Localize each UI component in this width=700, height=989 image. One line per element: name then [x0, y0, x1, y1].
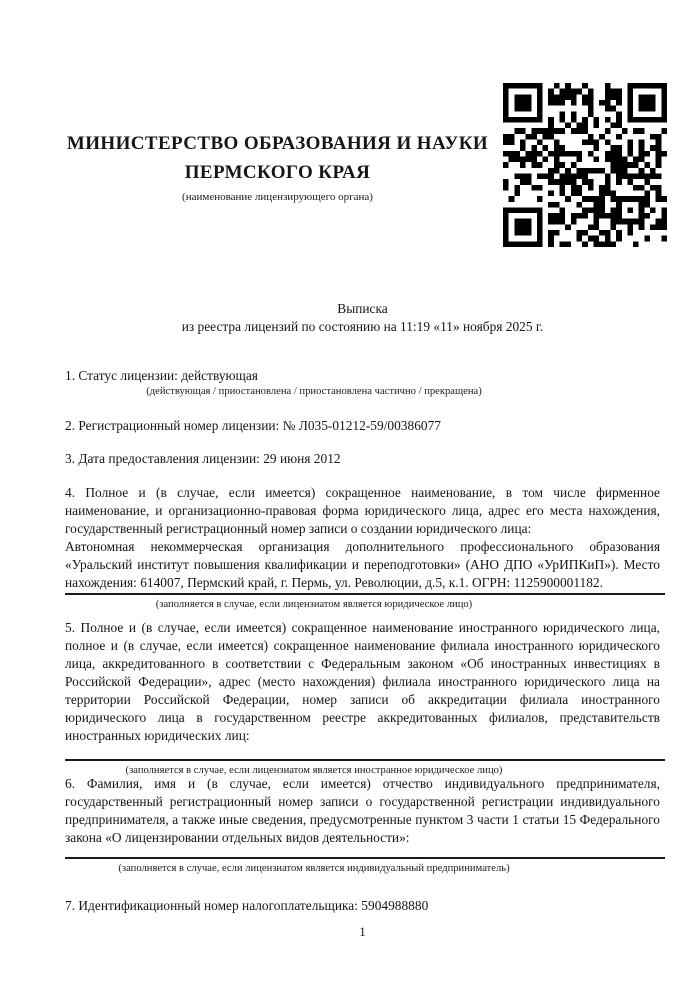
- item-taxpayer-number: [65, 897, 660, 915]
- extract-title-line1: Выписка: [337, 301, 388, 316]
- ministry-caption: (наименование лицензирующего органа): [182, 191, 373, 203]
- item-registration-number: [65, 417, 660, 435]
- taxpayer-number-text: 7. Идентификационный номер налогоплательщика: 5904988880: [65, 898, 429, 913]
- license-status-options-note: (действующая / приостановлена / приостановлена частично / прекращена): [146, 386, 482, 397]
- entrepreneur-label: 6. Фамилия, имя и (в случае, если имеется) отчество индивидуального предпринимателя, государственный регистрационный номер записи о государственной регистрации индивидуального предпринимателя, а также иные сведения, предусмотренные пунктом 3 части 1 статьи 15 Федерального закона «О лицензировании отдельных видов деятельности»:: [65, 776, 660, 845]
- license-status-text: 1. Статус лицензии: действующая: [65, 368, 258, 383]
- grant-date-text: 3. Дата предоставления лицензии: 29 июня 2012: [65, 451, 341, 466]
- legal-entity-note: (заполняется в случае, если лицензиатом является юридическое лицо): [155, 599, 473, 610]
- item-entrepreneur: [65, 775, 660, 875]
- ministry-name-line2: ПЕРМСКОГО КРАЯ: [184, 162, 371, 183]
- item-grant-date: [65, 450, 660, 468]
- item-foreign-entity: [65, 619, 660, 777]
- fill-in-line: [65, 857, 665, 859]
- fill-in-line: [65, 593, 665, 595]
- qr-code: [503, 83, 667, 247]
- registration-number-text: 2. Регистрационный номер лицензии: № Л035-01212-59/00386077: [65, 418, 441, 433]
- page-number: 1: [359, 925, 366, 939]
- fill-in-line: [65, 759, 665, 761]
- foreign-entity-note: (заполняется в случае, если лицензиатом является иностранное юридическое лицо): [125, 765, 503, 776]
- legal-entity-label: 4. Полное и (в случае, если имеется) сокращенное наименование, в том числе фирменное наименование, и организационно-правовая форма юридического лица, адрес его места нахождения, государственный регистрационный номер записи о создании юридического лица:: [65, 485, 660, 536]
- item-legal-entity: [65, 484, 660, 611]
- foreign-entity-label: 5. Полное и (в случае, если имеется) сокращенное наименование иностранного юридического лица, полное и (в случае, если имеется) сокращенное наименование филиала иностранного юридического лица, аккредитованного в соответствии с Федеральным законом «Об иностранных инвестициях в Российской Федерации», адрес (место нахождения) филиала иностранного юридического лица на территории Российской Федерации, номер записи об аккредитации филиала иностранного юридического лица в государственном реестре аккредитованных филиалов, представительств иностранных юридических лиц:: [65, 620, 660, 743]
- entrepreneur-note: (заполняется в случае, если лицензиатом является индивидуальный предприниматель): [118, 863, 510, 874]
- extract-title: [65, 300, 660, 336]
- ministry-name-line1: МИНИСТЕРСТВО ОБРАЗОВАНИЯ И НАУКИ: [66, 133, 489, 154]
- item-license-status: [65, 367, 660, 385]
- legal-entity-value: Автономная некоммерческая организация дополнительного профессионального образования «Уральский институт повышения квалификации и переподготовки» (АНО ДПО «УрИПКиП»). Место нахождения: 614007, Пермский край, г. Пермь, ул. Революции, д.5, к.1. ОГРН: 1125900001182.: [65, 539, 660, 590]
- licensing-authority-header: [65, 129, 490, 204]
- extract-title-line2: из реестра лицензий по состоянию на 11:19 «11» ноября 2025 г.: [181, 319, 544, 334]
